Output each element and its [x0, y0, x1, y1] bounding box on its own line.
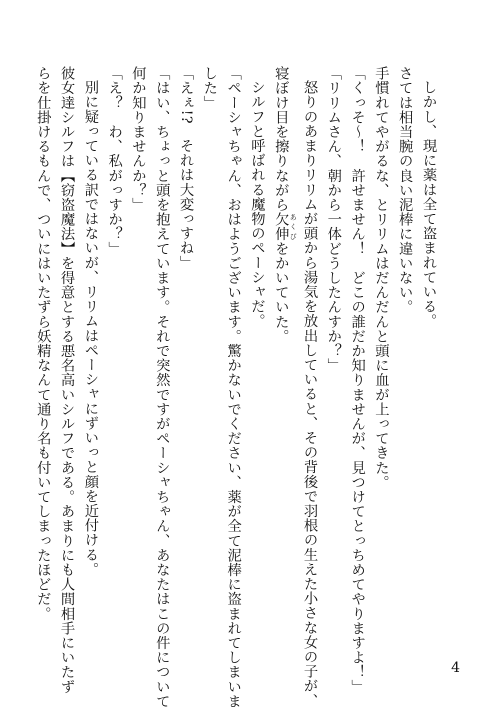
ruby-reading: あくび — [289, 212, 298, 242]
text-line: 怒りのあまりリリムが頭から湯気を放出していると、その背後で羽根の生えた小さな女の子が、 — [302, 80, 319, 709]
text-line: 「えぇ!? それは大変っすね」 — [178, 66, 195, 270]
text-line: らを仕掛けるもんで、ついにはいたずら妖精なんて通り名も付いてしまったほどだ。 — [35, 66, 52, 621]
text-line: 「くっそ〜！ 許せません！ どこの誰だか知りませんが、見つけてとっちめてやりますよ！」 — [349, 66, 366, 694]
text-line: 何か知りませんか？」 — [130, 66, 147, 212]
text-line-with-ruby — [268, 66, 297, 586]
text-line: 別に疑っている訳ではないが、リリムはペーシャにずいっと顔を近付ける。 — [82, 80, 99, 577]
text-segment: 寝ぼけ目を擦りながら — [273, 66, 290, 212]
text-line: 「ペーシャちゃん、おはようございます。驚かないでください、薬が全て泥棒に盗まれてしまいま — [225, 66, 242, 709]
ruby-base: 欠伸 — [273, 212, 290, 242]
ruby-annotation — [273, 212, 298, 242]
text-line: 手慣れてやがるな、とリリムはだんだんと頭に血が上ってきた。 — [373, 66, 390, 490]
text-line: した」 — [201, 66, 218, 110]
body-text — [30, 66, 440, 709]
text-line: さては相当腕の良い泥棒に違いない。 — [397, 66, 414, 315]
text-line: しかし、現に薬は全て盗まれている。 — [421, 80, 437, 329]
text-segment: をかいていた。 — [273, 241, 290, 344]
text-line: シルフと呼ばれる魔物のペーシャだ。 — [249, 80, 266, 329]
text-line: 彼女達シルフは【窃盗魔法】を得意とする悪名高いシルフである。あまりにも人間相手にいたず — [59, 66, 76, 694]
text-line: 「リリムさん、朝から一体どうしたんすか？」 — [325, 66, 342, 373]
page-number: 4 — [451, 660, 460, 676]
text-line: 「はい、ちょっと頭を抱えています。それで突然ですがペーシャちゃん、あなたはこの件について — [154, 66, 171, 709]
text-line: 「え？ わ、私がっすか？」 — [106, 66, 123, 256]
